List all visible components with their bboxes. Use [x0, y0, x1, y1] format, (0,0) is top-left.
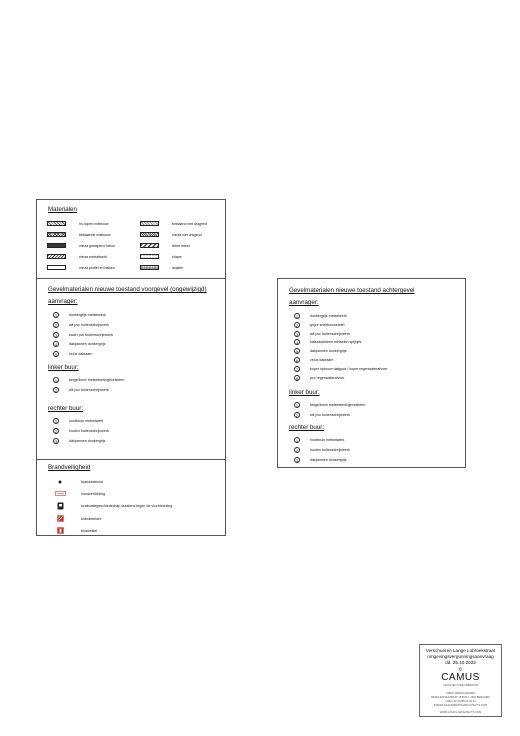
item-label: roodbruin metselwerk — [69, 419, 104, 423]
materials-section — [37, 200, 225, 278]
item-number-badge: 1 — [295, 438, 299, 443]
item-number-badge: 2 — [295, 322, 299, 328]
legend-item — [294, 374, 345, 382]
legend-item — [294, 456, 346, 464]
item-label: velux dakraam — [69, 352, 93, 357]
firm-address-line: BERCHEMSESTRAAT 18 BUS 1 2600 BERCHEM — [431, 696, 490, 699]
legend-item — [53, 311, 106, 319]
legend-item — [53, 340, 105, 348]
item-number-badge: 2 — [54, 387, 58, 393]
item-number-badge: 1 — [295, 314, 299, 319]
item-number-badge: 6 — [295, 358, 299, 363]
material-swatch — [140, 254, 159, 259]
item-label: dakpannen donkergrijs — [69, 438, 106, 443]
material-label: hs dopen mathouw — [79, 221, 109, 226]
item-number-badge: 2 — [54, 428, 58, 434]
material-swatch — [47, 221, 66, 226]
legend-item — [294, 330, 350, 338]
fire-safety-item — [54, 477, 103, 486]
extinguisher-icon — [54, 527, 66, 534]
firm-subtitle: ARCHITECTURE URBANISM — [443, 684, 478, 687]
legend-item — [294, 321, 345, 329]
legend-item — [294, 411, 350, 419]
group-title: linker buur: — [289, 389, 320, 396]
item-number-badge: 8 — [295, 375, 299, 381]
legend-item — [294, 446, 350, 454]
material-legend-item — [47, 253, 107, 260]
material-swatch — [140, 243, 159, 248]
legend-item — [53, 417, 103, 425]
item-label: kalkzandsteen metselen spijkjes — [310, 340, 362, 345]
group-title: aanvrager: — [48, 298, 78, 305]
item-number-badge: 4 — [54, 342, 58, 348]
material-swatch — [47, 254, 66, 259]
fire-door-icon — [54, 502, 66, 510]
item-number-badge: 2 — [295, 447, 299, 453]
fire-safety-label: brandmelder — [81, 516, 102, 521]
material-label: nieuw metselwerk — [79, 254, 107, 259]
material-label: nieuw profiel en balken — [79, 265, 115, 270]
item-number-badge: 3 — [295, 457, 299, 463]
group-title: linker buur: — [48, 364, 79, 371]
item-label: zwart pvc buitenschrijnwerk — [69, 332, 113, 337]
material-legend-item — [140, 253, 182, 260]
emergency-light-icon — [54, 491, 66, 496]
material-legend-item — [140, 264, 183, 271]
front-facade-title: Gevelmaterialen nieuwe toestand voorgevel (ongewijzigd) — [48, 286, 207, 293]
copyright-mark: © — [458, 667, 463, 672]
rear-facade-panel — [277, 278, 466, 468]
legend-item — [294, 347, 346, 355]
item-label: houten buitenschrijnwerk — [310, 447, 350, 452]
group-title: rechter buur: — [48, 405, 84, 412]
material-label: bestaande mathouw — [79, 232, 111, 237]
material-legend-item — [140, 242, 190, 249]
material-legend-item — [47, 242, 115, 249]
item-label: houten buitenschrijnwerk — [69, 428, 109, 433]
item-label: beige/bruin metselwerk/gevelsteen — [69, 378, 125, 382]
firm-address-line: GSM +32 (0)486 09 46 34 — [445, 700, 476, 703]
material-legend-item — [140, 231, 202, 238]
material-swatch — [140, 221, 159, 226]
group-title: aanvrager: — [289, 299, 319, 306]
legend-item — [53, 331, 113, 339]
item-label: wit pvc buitenschrijnwerk — [310, 412, 350, 417]
legend-item — [294, 365, 387, 373]
item-number-badge: 5 — [295, 349, 299, 355]
legend-item — [53, 350, 92, 358]
firm-address-line: FRIEDA.DERUMMAPINAARCHITECTS.COM — [433, 704, 488, 707]
fire-safety-label: blusbestel — [81, 528, 98, 533]
material-swatch — [140, 232, 159, 237]
material-swatch — [47, 243, 66, 248]
item-label: velux dakraam — [310, 358, 334, 362]
firm-address-line: CREW VERSCHAMMEN — [445, 692, 476, 695]
item-label: dakpannen donkergrijs — [310, 457, 347, 462]
material-legend-item — [140, 220, 207, 227]
item-label: dakpannen donkergrijs — [310, 349, 347, 354]
fire-safety-item — [54, 501, 172, 510]
material-label: nieuw gewapend beton — [79, 243, 116, 248]
detector-icon — [54, 479, 66, 485]
material-swatch — [47, 232, 66, 237]
fire-safety-item — [54, 489, 105, 498]
item-number-badge: 4 — [295, 340, 299, 346]
legend-item — [294, 312, 347, 320]
item-label: wit pvc buitenschrijnwerk — [69, 387, 109, 392]
fire-safety-label: noodverlichting — [81, 491, 106, 496]
material-legend-item — [47, 264, 115, 271]
firm-logo: CAMUS — [441, 672, 480, 683]
item-number-badge: 1 — [54, 313, 58, 318]
legend-item — [294, 356, 333, 364]
legend-panel — [36, 199, 226, 536]
legend-item — [53, 437, 105, 445]
legend-item — [294, 436, 344, 444]
title-block — [419, 644, 502, 717]
material-legend-item — [47, 220, 109, 227]
item-label: grijze sneltbouwsteen — [310, 322, 345, 327]
legend-item — [294, 401, 365, 409]
item-number-badge: 2 — [54, 322, 58, 328]
item-number-badge: 1 — [54, 419, 58, 424]
item-number-badge: 3 — [295, 331, 299, 337]
front-facade-section — [37, 278, 225, 459]
rear-facade-title: Gevelmaterialen nieuwe toestand achtergevel — [289, 287, 415, 294]
item-label: wit pvc buitenschrijnwerk — [69, 322, 109, 327]
legend-item — [53, 321, 109, 329]
legend-item — [53, 376, 124, 384]
material-label: lichte wand — [172, 243, 190, 248]
fire-safety-title: Brandveiligheid — [48, 464, 91, 471]
material-swatch — [140, 265, 159, 270]
legend-item — [53, 386, 109, 394]
item-number-badge: 7 — [295, 366, 299, 372]
material-legend-item — [47, 231, 111, 238]
project-name: Verschueren Lange Lobroekstraat — [425, 648, 496, 653]
item-label: dakpannen donkergrijs — [69, 342, 106, 347]
project-subject: omgevingsvergunningsaanvraag — [427, 654, 494, 659]
project-date: dd. 25.10.2022 — [445, 660, 476, 665]
fire-alarm-icon — [54, 515, 66, 522]
item-label: donkergrijs metselwerk — [310, 314, 347, 318]
material-label: bestaand niet dragend — [172, 221, 207, 226]
item-number-badge: 3 — [54, 438, 58, 444]
materials-title: Materialen — [48, 206, 77, 213]
fire-safety-item — [54, 514, 101, 523]
legend-item — [53, 427, 109, 435]
item-number-badge: 1 — [54, 378, 58, 383]
fire-safety-item — [54, 526, 97, 535]
fire-safety-label: branddetector — [81, 479, 104, 484]
legend-item — [294, 338, 361, 346]
item-label: koper opbouw dakgoot / koper regenwaterafvoer — [310, 366, 388, 371]
group-title: rechter buur: — [289, 424, 325, 431]
item-number-badge: 1 — [295, 403, 299, 408]
item-label: pvc regenwaterafvoer — [310, 375, 345, 380]
firm-website: WWW.CAMUS-ARCHITECTS.COM — [439, 711, 482, 714]
item-label: roodbruin metselwerk — [310, 438, 345, 442]
item-number-badge: 2 — [295, 412, 299, 418]
item-label: donkergrijs metselwerk — [69, 313, 106, 317]
material-swatch — [47, 265, 66, 270]
material-label: chape — [172, 254, 182, 259]
material-label: nieuw niet dragend — [172, 232, 202, 237]
item-number-badge: 3 — [54, 332, 58, 338]
fire-safety-section — [37, 459, 225, 537]
material-label: isolatie — [172, 265, 183, 270]
item-label: beige/bruin metselwerk/gevelsteen — [310, 403, 366, 407]
item-number-badge: 5 — [54, 352, 58, 358]
item-label: wit pvc buitenschrijnwerk — [310, 331, 350, 336]
fire-safety-label: evakuatiegeschiedschap draaiend tegen de vluchtrichting — [81, 503, 173, 508]
